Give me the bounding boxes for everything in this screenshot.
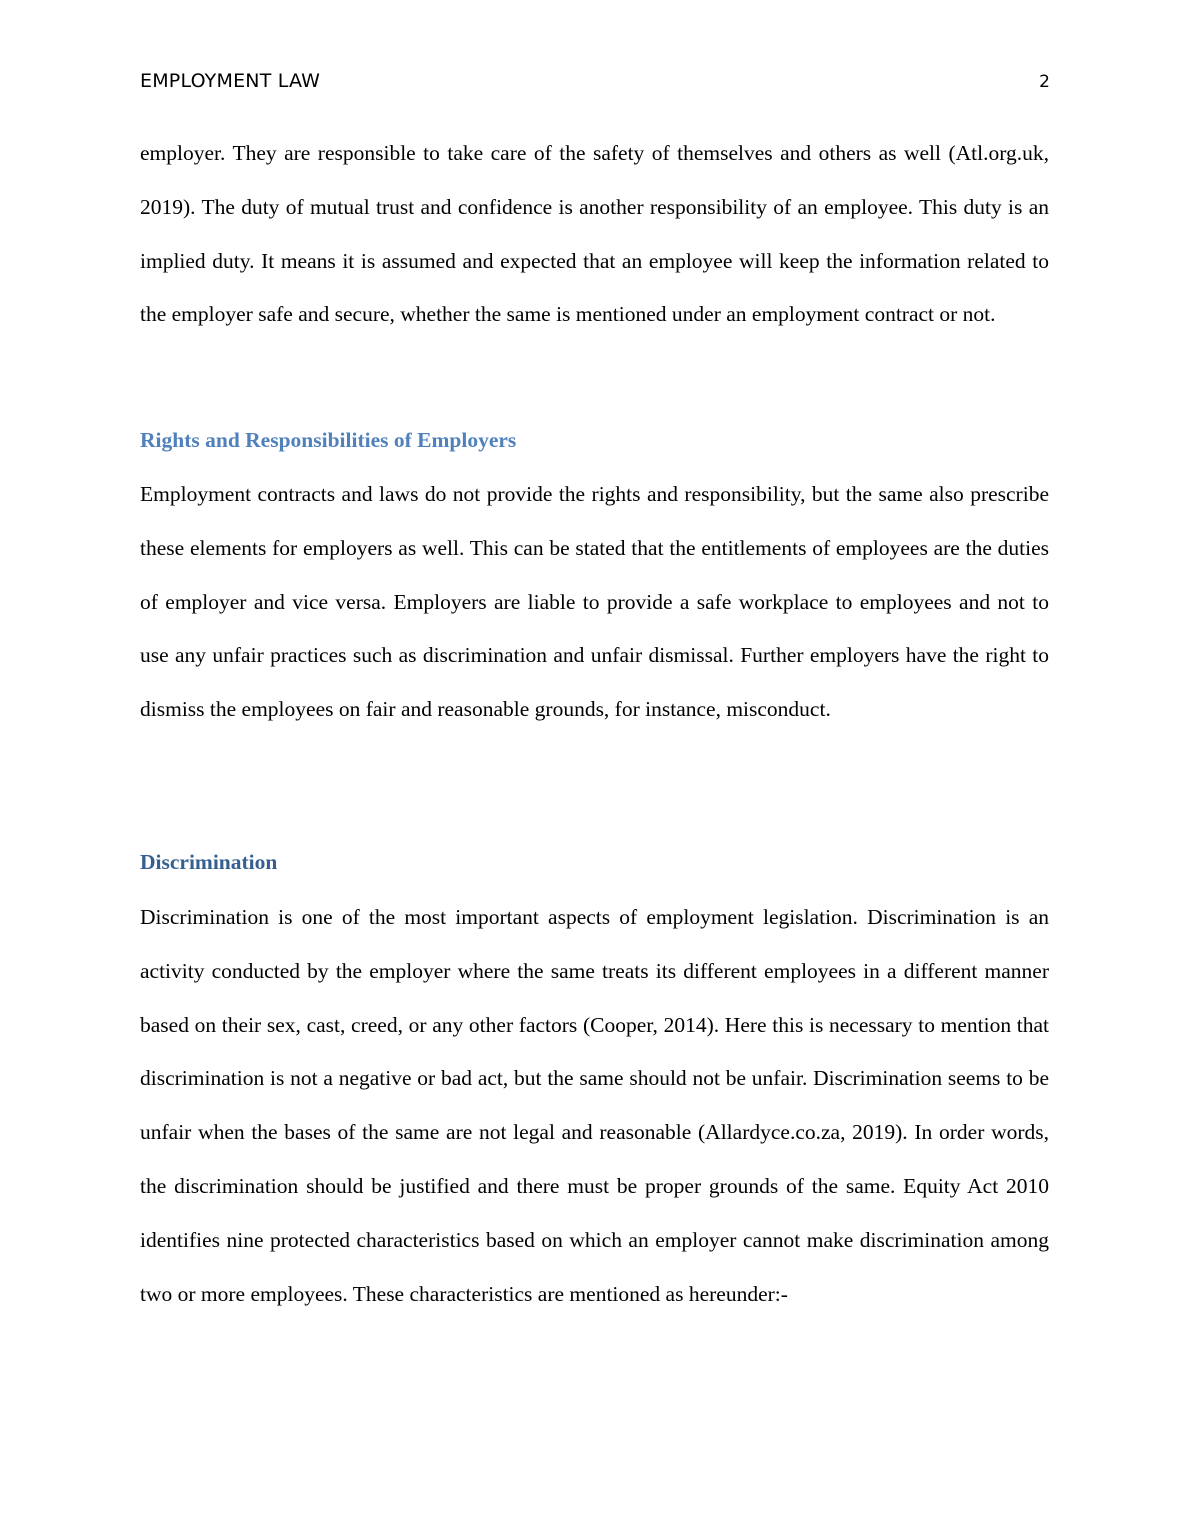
body-paragraph-rights xyxy=(140,468,1049,737)
heading-discrimination: Discrimination xyxy=(140,850,278,874)
paragraph-text: Employment contracts and laws do not provide the rights and responsibility, but the same also prescribe these elements for employers as well. This can be stated that the entitlements of employees are the duties of employer and vice versa. Employers are liable to provide a safe workplace to employees and not to use any unfair practices such as discrimination and unfair dismissal. Further employers have the right to dismiss the employees on fair and reasonable grounds, for instance, misconduct. xyxy=(140,482,1049,722)
paragraph-text: employer. They are responsible to take care of the safety of themselves and others as well (Atl.org.uk, 2019). The duty of mutual trust and confidence is another responsibility of an employee. This duty is an implied duty. It means it is assumed and expected that an employee will keep the information related to the employer safe and secure, whether the same is mentioned under an employment contract or not. xyxy=(140,141,1049,327)
page-number: 2 xyxy=(1039,72,1050,92)
running-title: EMPLOYMENT LAW xyxy=(140,70,321,92)
heading-rights-responsibilities: Rights and Responsibilities of Employers xyxy=(140,428,517,452)
paragraph-text: Discrimination is one of the most important aspects of employment legislation. Discrimination is an activity conducted by the employer where the same treats its different employees in a different manner based on their sex, cast, creed, or any other factors (Cooper, 2014). Here this is necessary to mention that discrimination is not a negative or bad act, but the same should not be unfair. Discrimination seems to be unfair when the bases of the same are not legal and reasonable (Allardyce.co.za, 2019). In order words, the discrimination should be justified and there must be proper grounds of the same. Equity Act 2010 identifies nine protected characteristics based on which an employer cannot make discrimination among two or more employees. These characteristics are mentioned as hereunder:- xyxy=(140,905,1049,1306)
body-paragraph-discrimination xyxy=(140,891,1049,1321)
body-paragraph-continued xyxy=(140,127,1049,342)
page-header xyxy=(140,70,1050,98)
